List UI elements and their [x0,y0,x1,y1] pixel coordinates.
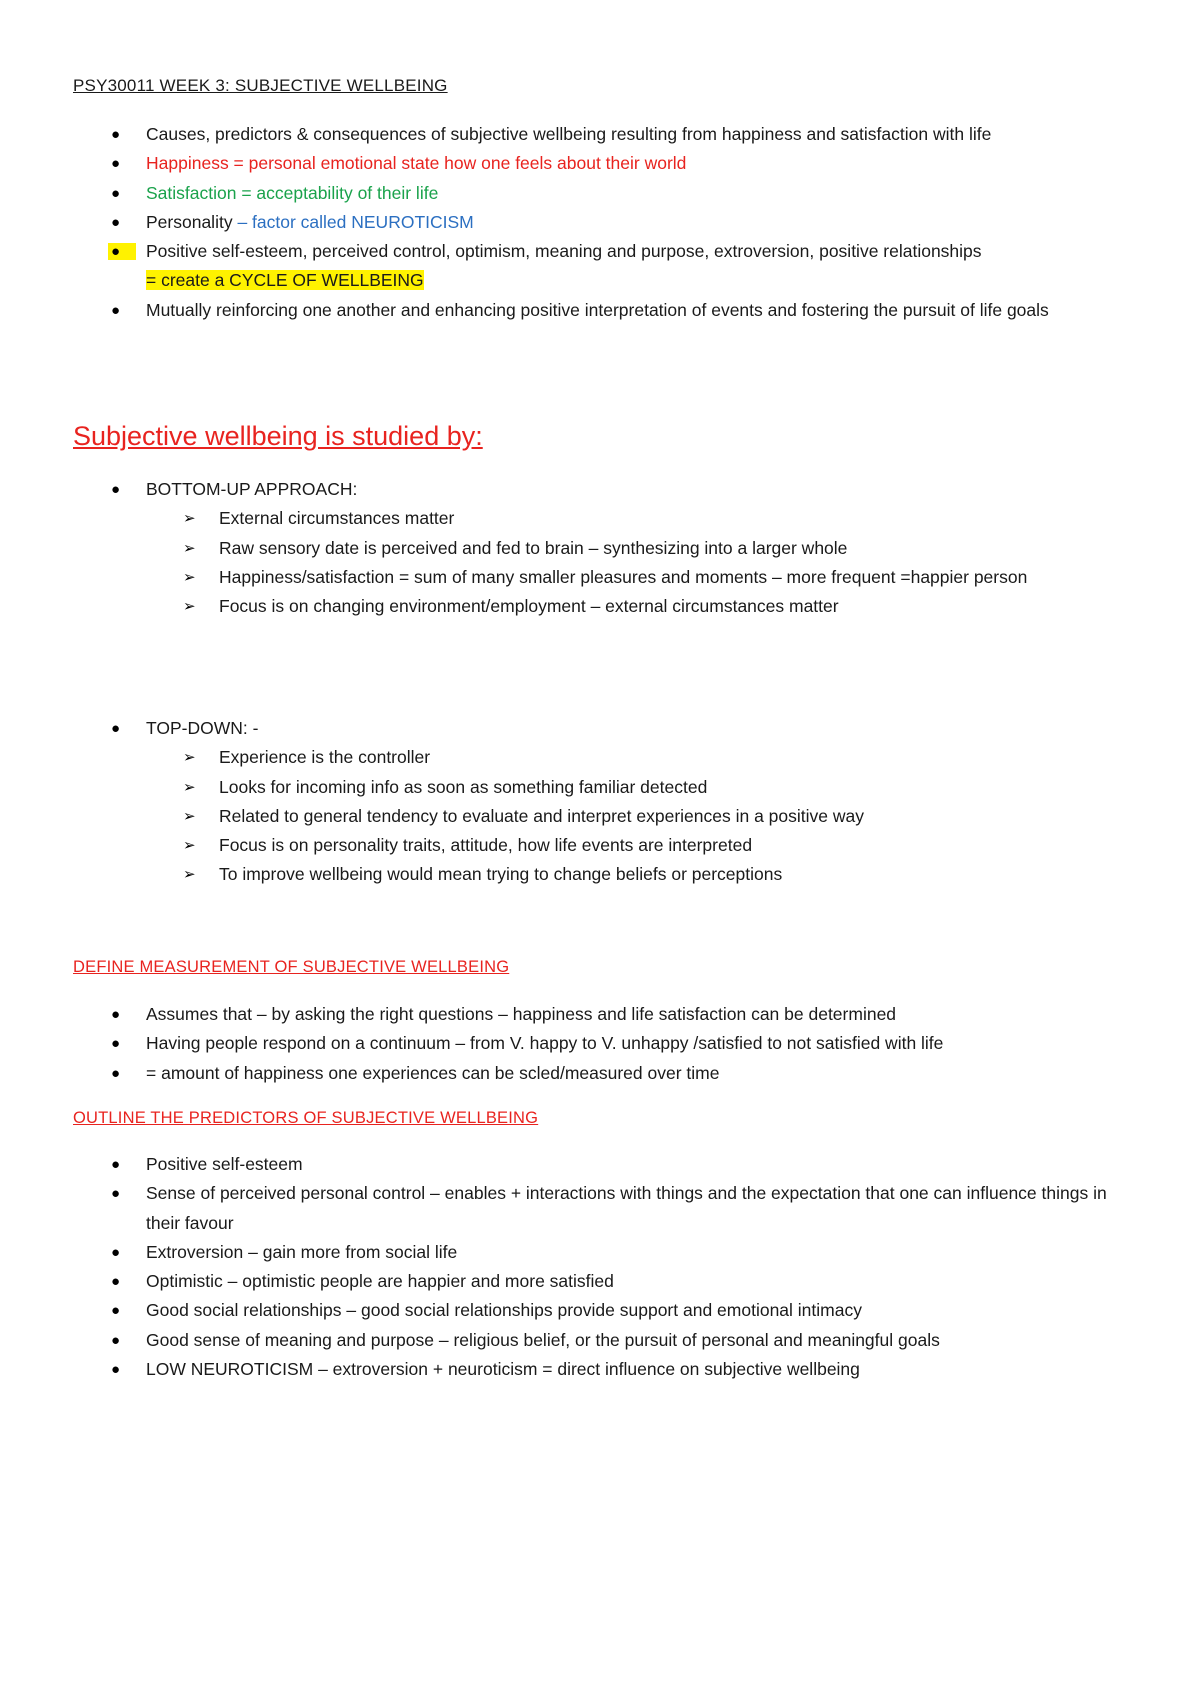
top-down-item: ● TOP-DOWN: - ➢ Experience is the controller ➢ Looks for incoming info as soon as something familiar detected ➢ Related to general tendency to evaluate and interpret experiences in a positive way ➢ Focus is on personality traits, attitude, how life events are interpreted ➢ To improve wellbeing would mean trying to change beliefs or perceptions [0,714,1200,890]
list-item: ● Causes, predictors & consequences of subjective wellbeing resulting from happiness and satisfaction with life [0,120,1200,149]
arrow-icon: ➢ [183,837,196,855]
bullet-icon: ● [111,301,121,319]
list-item [0,149,1200,178]
bullet-icon: ● [111,720,121,737]
bullet-icon: ● [111,155,121,173]
bottom-up-item: ● BOTTOM-UP APPROACH: ➢ External circumstances matter ➢ Raw sensory date is perceived and fed to brain – synthesizing into a larger whole ➢ Happiness/satisfaction = sum of many smaller pleasures and moments – more frequent =happier person ➢ Focus is on changing environment/employment – external circumstances matter [0,475,1200,621]
list-item: ● Mutually reinforcing one another and enhancing positive interpretation of events and fostering the pursuit of life goals [0,296,1200,325]
list-item: ● = amount of happiness one experiences can be scled/measured over time [0,1059,1200,1088]
bullet-icon: ● [111,237,136,266]
arrow-icon: ➢ [183,807,196,825]
bullet-icon: ● [111,1361,121,1379]
bullet-icon: ● [111,126,121,143]
arrow-icon: ➢ [183,510,196,528]
satisfaction-definition: Satisfaction = acceptability of their life [146,182,439,203]
arrow-icon: ➢ [183,598,196,616]
bullet-icon: ● [111,1273,121,1291]
predictors-list [0,1150,1200,1384]
list-item: ● Optimistic – optimistic people are happier and more satisfied [0,1267,1200,1296]
bottom-up-sublist [146,504,1140,621]
bullet-icon: ● [111,1006,121,1023]
list-item: ● Extroversion – gain more from social life [0,1238,1200,1267]
sub-item: ➢ Focus is on changing environment/employment – external circumstances matter [146,592,1140,621]
arrow-icon: ➢ [183,568,196,586]
bullet-icon: ● [111,1302,121,1320]
bottom-up-section [0,475,1200,621]
bullet-icon: ● [111,481,121,498]
bullet-icon: ● [111,1331,121,1349]
list-item: ● Positive self-esteem [0,1150,1200,1179]
cycle-of-wellbeing-highlight: = create a CYCLE OF WELLBEING [146,270,424,291]
sub-item: ➢ To improve wellbeing would mean trying to change beliefs or perceptions [146,860,1140,889]
list-item: ● Good social relationships – good social relationships provide support and emotional intimacy [0,1296,1200,1325]
list-item: ● Good sense of meaning and purpose – religious belief, or the pursuit of personal and meaningful goals [0,1326,1200,1355]
list-item: ● Having people respond on a continuum – from V. happy to V. unhappy /satisfied to not satisfied with life [0,1029,1200,1058]
happiness-definition: Happiness = personal emotional state how one feels about their world [146,153,687,174]
list-item: ● LOW NEUROTICISM – extroversion + neuroticism = direct influence on subjective wellbeing [0,1355,1200,1384]
sub-item: ➢ Focus is on personality traits, attitude, how life events are interpreted [146,831,1140,860]
bullet-icon: ● [111,1185,121,1203]
sub-item: ➢ Happiness/satisfaction = sum of many smaller pleasures and moments – more frequent =happier person [146,563,1140,592]
define-list [0,1000,1200,1088]
sub-item: ➢ Related to general tendency to evaluate and interpret experiences in a positive way [146,802,1140,831]
predictors-heading: OUTLINE THE PREDICTORS OF SUBJECTIVE WELLBEING [73,1109,539,1127]
define-measurement-heading: DEFINE MEASUREMENT OF SUBJECTIVE WELLBEING [73,958,510,976]
neuroticism-note: – factor called NEUROTICISM [232,211,474,232]
list-item: ● Sense of perceived personal control – enables + interactions with things and the expectation that one can influence things in their favour [0,1179,1200,1238]
list-item: ● Positive self-esteem, perceived control, optimism, meaning and purpose, extroversion, positive relationships = create a CYCLE OF WELLBEING [0,237,1200,296]
studied-by-heading: Subjective wellbeing is studied by: [73,421,483,451]
arrow-icon: ➢ [183,866,196,884]
bullet-icon: ● [111,1156,121,1173]
arrow-icon: ➢ [183,749,196,767]
bullet-icon: ● [111,184,121,202]
bullet-icon: ● [111,213,121,231]
sub-item: ➢ Experience is the controller [146,743,1140,772]
bullet-icon: ● [111,1243,121,1261]
top-down-sublist [146,743,1140,889]
sub-item: ➢ Raw sensory date is perceived and fed to brain – synthesizing into a larger whole [146,534,1140,563]
bullet-icon: ● [111,1035,121,1053]
sub-item: ➢ External circumstances matter [146,504,1140,533]
arrow-icon: ➢ [183,539,196,557]
sub-item: ➢ Looks for incoming info as soon as something familiar detected [146,773,1140,802]
top-down-section [0,714,1200,890]
bullet-icon: ● [111,1064,121,1082]
list-item: ● Assumes that – by asking the right questions – happiness and life satisfaction can be determined [0,1000,1200,1029]
list-item [0,179,1200,208]
arrow-icon: ➢ [183,778,196,796]
list-item: ● Personality – factor called NEUROTICISM [0,208,1200,237]
intro-list [0,120,1200,325]
document-title: PSY30011 WEEK 3: SUBJECTIVE WELLBEING [73,76,448,95]
